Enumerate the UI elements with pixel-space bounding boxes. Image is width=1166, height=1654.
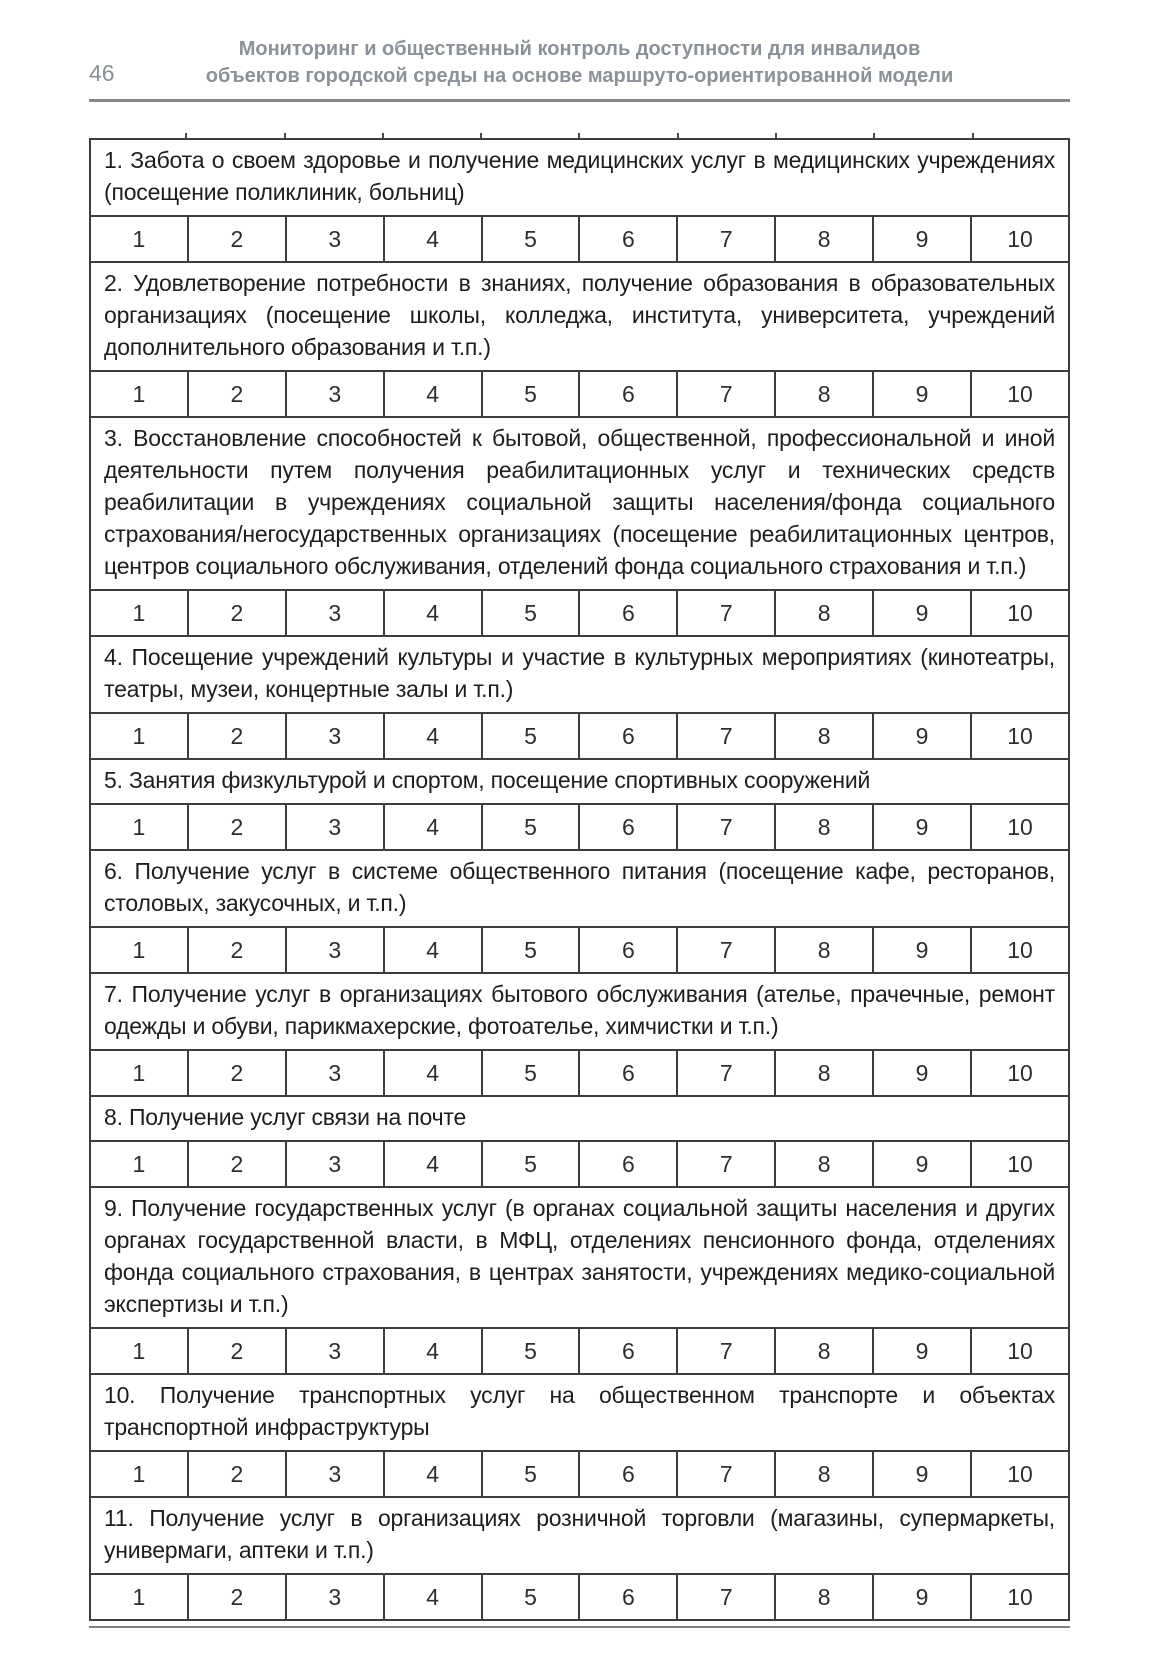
rating-value-cell: 8: [775, 1328, 873, 1374]
rating-value-cell: 8: [775, 1574, 873, 1620]
tick-cell: [777, 133, 875, 138]
rating-value-cell: 6: [579, 590, 677, 636]
rating-value-cell: 10: [971, 1574, 1069, 1620]
rating-value-cell: 3: [286, 927, 384, 973]
page-number: 46: [89, 60, 115, 86]
rating-value-cell: 5: [482, 1574, 580, 1620]
rating-value-cell: 7: [677, 1141, 775, 1187]
rating-value-cell: 5: [482, 1050, 580, 1096]
rating-value-cell: 9: [873, 1050, 971, 1096]
rating-value-cell: 5: [482, 590, 580, 636]
rating-value-cell: 10: [971, 1050, 1069, 1096]
question-row: [90, 262, 1069, 371]
rating-scale-row: [90, 1141, 1069, 1187]
rating-value-cell: 4: [384, 1141, 482, 1187]
question-text: 6. Получение услуг в системе общественного питания (посещение кафе, ресторанов, столовых, закусочных, и т.п.): [90, 850, 1069, 927]
question-text: 8. Получение услуг связи на почте: [90, 1096, 1069, 1141]
question-row: [90, 1187, 1069, 1328]
table-continuation-ticks: [89, 133, 1070, 138]
rating-value-cell: 7: [677, 1574, 775, 1620]
rating-scale-row: [90, 804, 1069, 850]
rating-value-cell: 9: [873, 1141, 971, 1187]
rating-value-cell: 9: [873, 1574, 971, 1620]
rating-value-cell: 8: [775, 1451, 873, 1497]
rating-value-cell: 1: [90, 216, 188, 262]
rating-value-cell: 3: [286, 804, 384, 850]
rating-value-cell: 5: [482, 371, 580, 417]
rating-value-cell: 3: [286, 371, 384, 417]
rating-value-cell: 3: [286, 1050, 384, 1096]
rating-value-cell: 3: [286, 1451, 384, 1497]
tick-cell: [679, 133, 777, 138]
question-row: [90, 1374, 1069, 1451]
rating-value-cell: 2: [188, 1451, 286, 1497]
rating-value-cell: 4: [384, 713, 482, 759]
rating-value-cell: 5: [482, 1451, 580, 1497]
questionnaire-section: [89, 133, 1070, 1628]
rating-value-cell: 9: [873, 1451, 971, 1497]
question-text: 11. Получение услуг в организациях розничной торговли (магазины, супермаркеты, универмаги, аптеки и т.п.): [90, 1497, 1069, 1574]
rating-value-cell: 7: [677, 1328, 775, 1374]
rating-value-cell: 1: [90, 927, 188, 973]
rating-value-cell: 5: [482, 1328, 580, 1374]
question-row: [90, 417, 1069, 590]
rating-value-cell: 10: [971, 927, 1069, 973]
rating-value-cell: 6: [579, 927, 677, 973]
rating-value-cell: 3: [286, 216, 384, 262]
question-row: [90, 636, 1069, 713]
questionnaire-table-body: [90, 139, 1069, 1620]
rating-value-cell: 4: [384, 371, 482, 417]
rating-value-cell: 10: [971, 713, 1069, 759]
rating-value-cell: 10: [971, 1328, 1069, 1374]
rating-value-cell: 7: [677, 713, 775, 759]
question-text: 7. Получение услуг в организациях бытового обслуживания (ателье, прачечные, ремонт одежды и обуви, парикмахерские, фотоателье, химчистки и т.п.): [90, 973, 1069, 1050]
rating-value-cell: 1: [90, 713, 188, 759]
rating-value-cell: 3: [286, 1328, 384, 1374]
tick-cell: [384, 133, 482, 138]
rating-value-cell: 5: [482, 804, 580, 850]
rating-value-cell: 3: [286, 713, 384, 759]
rating-value-cell: 10: [971, 371, 1069, 417]
rating-value-cell: 6: [579, 1050, 677, 1096]
running-header-line-1: Мониторинг и общественный контроль доступности для инвалидов: [238, 38, 921, 60]
rating-value-cell: 1: [90, 1574, 188, 1620]
rating-value-cell: 4: [384, 590, 482, 636]
question-text: 1. Забота о своем здоровье и получение медицинских услуг в медицинских учреждениях (посещение поликлиник, больниц): [90, 139, 1069, 216]
question-row: [90, 973, 1069, 1050]
rating-value-cell: 2: [188, 590, 286, 636]
rating-value-cell: 1: [90, 1050, 188, 1096]
rating-value-cell: 4: [384, 1050, 482, 1096]
question-row: [90, 850, 1069, 927]
rating-scale-row: [90, 1050, 1069, 1096]
rating-value-cell: 7: [677, 590, 775, 636]
rating-value-cell: 2: [188, 804, 286, 850]
rating-value-cell: 7: [677, 804, 775, 850]
rating-value-cell: 1: [90, 804, 188, 850]
tick-cell: [875, 133, 973, 138]
header-rule: [89, 99, 1070, 102]
rating-value-cell: 2: [188, 1050, 286, 1096]
table-continuation-line: [89, 1626, 1070, 1628]
rating-value-cell: 4: [384, 216, 482, 262]
rating-value-cell: 6: [579, 371, 677, 417]
page-header: [89, 36, 1070, 102]
rating-value-cell: 4: [384, 927, 482, 973]
rating-value-cell: 9: [873, 713, 971, 759]
rating-value-cell: 10: [971, 1141, 1069, 1187]
tick-cell: [580, 133, 678, 138]
rating-value-cell: 10: [971, 1451, 1069, 1497]
rating-value-cell: 2: [188, 1328, 286, 1374]
tick-cell: [286, 133, 384, 138]
rating-value-cell: 8: [775, 713, 873, 759]
rating-value-cell: 6: [579, 216, 677, 262]
rating-value-cell: 10: [971, 216, 1069, 262]
rating-scale-row: [90, 590, 1069, 636]
question-row: [90, 1497, 1069, 1574]
rating-value-cell: 10: [971, 804, 1069, 850]
rating-value-cell: 7: [677, 927, 775, 973]
rating-value-cell: 9: [873, 590, 971, 636]
rating-value-cell: 9: [873, 927, 971, 973]
question-text: 9. Получение государственных услуг (в органах социальной защиты населения и других органах государственной власти, в МФЦ, отделениях пенсионного фонда, отделениях фонда социального страхования, в центрах занятости, учреждениях медико-социальной экспертизы и т.п.): [90, 1187, 1069, 1328]
rating-value-cell: 8: [775, 804, 873, 850]
question-text: 10. Получение транспортных услуг на общественном транспорте и объектах транспортной инфраструктуры: [90, 1374, 1069, 1451]
rating-scale-row: [90, 713, 1069, 759]
rating-value-cell: 6: [579, 713, 677, 759]
rating-value-cell: 9: [873, 1328, 971, 1374]
rating-value-cell: 4: [384, 1574, 482, 1620]
rating-value-cell: 6: [579, 804, 677, 850]
rating-scale-row: [90, 1328, 1069, 1374]
rating-value-cell: 2: [188, 927, 286, 973]
rating-value-cell: 10: [971, 590, 1069, 636]
rating-value-cell: 2: [188, 371, 286, 417]
question-row: [90, 139, 1069, 216]
rating-value-cell: 6: [579, 1328, 677, 1374]
rating-value-cell: 6: [579, 1451, 677, 1497]
questionnaire-table: [89, 138, 1070, 1621]
rating-value-cell: 7: [677, 216, 775, 262]
question-row: [90, 1096, 1069, 1141]
question-row: [90, 759, 1069, 804]
rating-value-cell: 9: [873, 804, 971, 850]
rating-value-cell: 6: [579, 1141, 677, 1187]
rating-value-cell: 2: [188, 1141, 286, 1187]
tick-cell: [187, 133, 285, 138]
tick-cell: [89, 133, 187, 138]
rating-value-cell: 6: [579, 1574, 677, 1620]
running-header: [89, 36, 1070, 90]
rating-value-cell: 8: [775, 1050, 873, 1096]
rating-value-cell: 7: [677, 371, 775, 417]
rating-value-cell: 4: [384, 1451, 482, 1497]
rating-value-cell: 2: [188, 216, 286, 262]
question-text: 5. Занятия физкультурой и спортом, посещение спортивных сооружений: [90, 759, 1069, 804]
rating-value-cell: 1: [90, 1451, 188, 1497]
rating-value-cell: 7: [677, 1050, 775, 1096]
rating-value-cell: 8: [775, 1141, 873, 1187]
rating-scale-row: [90, 371, 1069, 417]
running-header-line-2: объектов городской среды на основе маршруто-ориентированной модели: [205, 65, 954, 87]
rating-value-cell: 7: [677, 1451, 775, 1497]
rating-value-cell: 5: [482, 927, 580, 973]
question-text: 2. Удовлетворение потребности в знаниях, получение образования в образовательных организациях (посещение школы, колледжа, института, университета, учреждений дополнительного образования и т.п.): [90, 262, 1069, 371]
rating-value-cell: 3: [286, 590, 384, 636]
rating-value-cell: 2: [188, 713, 286, 759]
rating-value-cell: 8: [775, 927, 873, 973]
rating-value-cell: 9: [873, 216, 971, 262]
rating-value-cell: 5: [482, 216, 580, 262]
rating-value-cell: 2: [188, 1574, 286, 1620]
rating-value-cell: 9: [873, 371, 971, 417]
rating-scale-row: [90, 1451, 1069, 1497]
rating-value-cell: 1: [90, 371, 188, 417]
rating-value-cell: 8: [775, 590, 873, 636]
rating-value-cell: 1: [90, 590, 188, 636]
rating-value-cell: 8: [775, 371, 873, 417]
rating-value-cell: 5: [482, 1141, 580, 1187]
tick-cell: [482, 133, 580, 138]
tick-cell: [974, 133, 1070, 138]
rating-value-cell: 4: [384, 1328, 482, 1374]
rating-scale-row: [90, 927, 1069, 973]
rating-value-cell: 1: [90, 1141, 188, 1187]
rating-value-cell: 3: [286, 1574, 384, 1620]
rating-value-cell: 4: [384, 804, 482, 850]
rating-scale-row: [90, 216, 1069, 262]
question-text: 3. Восстановление способностей к бытовой, общественной, профессиональной и иной деятельности путем получения реабилитационных услуг и технических средств реабилитации в учреждениях социальной защиты населения/фонда социального страхования/негосударственных организациях (посещение реабилитационных центров, центров социального обслуживания, отделений фонда социального страхования и т.п.): [90, 417, 1069, 590]
rating-value-cell: 3: [286, 1141, 384, 1187]
rating-value-cell: 8: [775, 216, 873, 262]
question-text: 4. Посещение учреждений культуры и участие в культурных мероприятиях (кинотеатры, театры, музеи, концертные залы и т.п.): [90, 636, 1069, 713]
rating-value-cell: 1: [90, 1328, 188, 1374]
rating-scale-row: [90, 1574, 1069, 1620]
rating-value-cell: 5: [482, 713, 580, 759]
